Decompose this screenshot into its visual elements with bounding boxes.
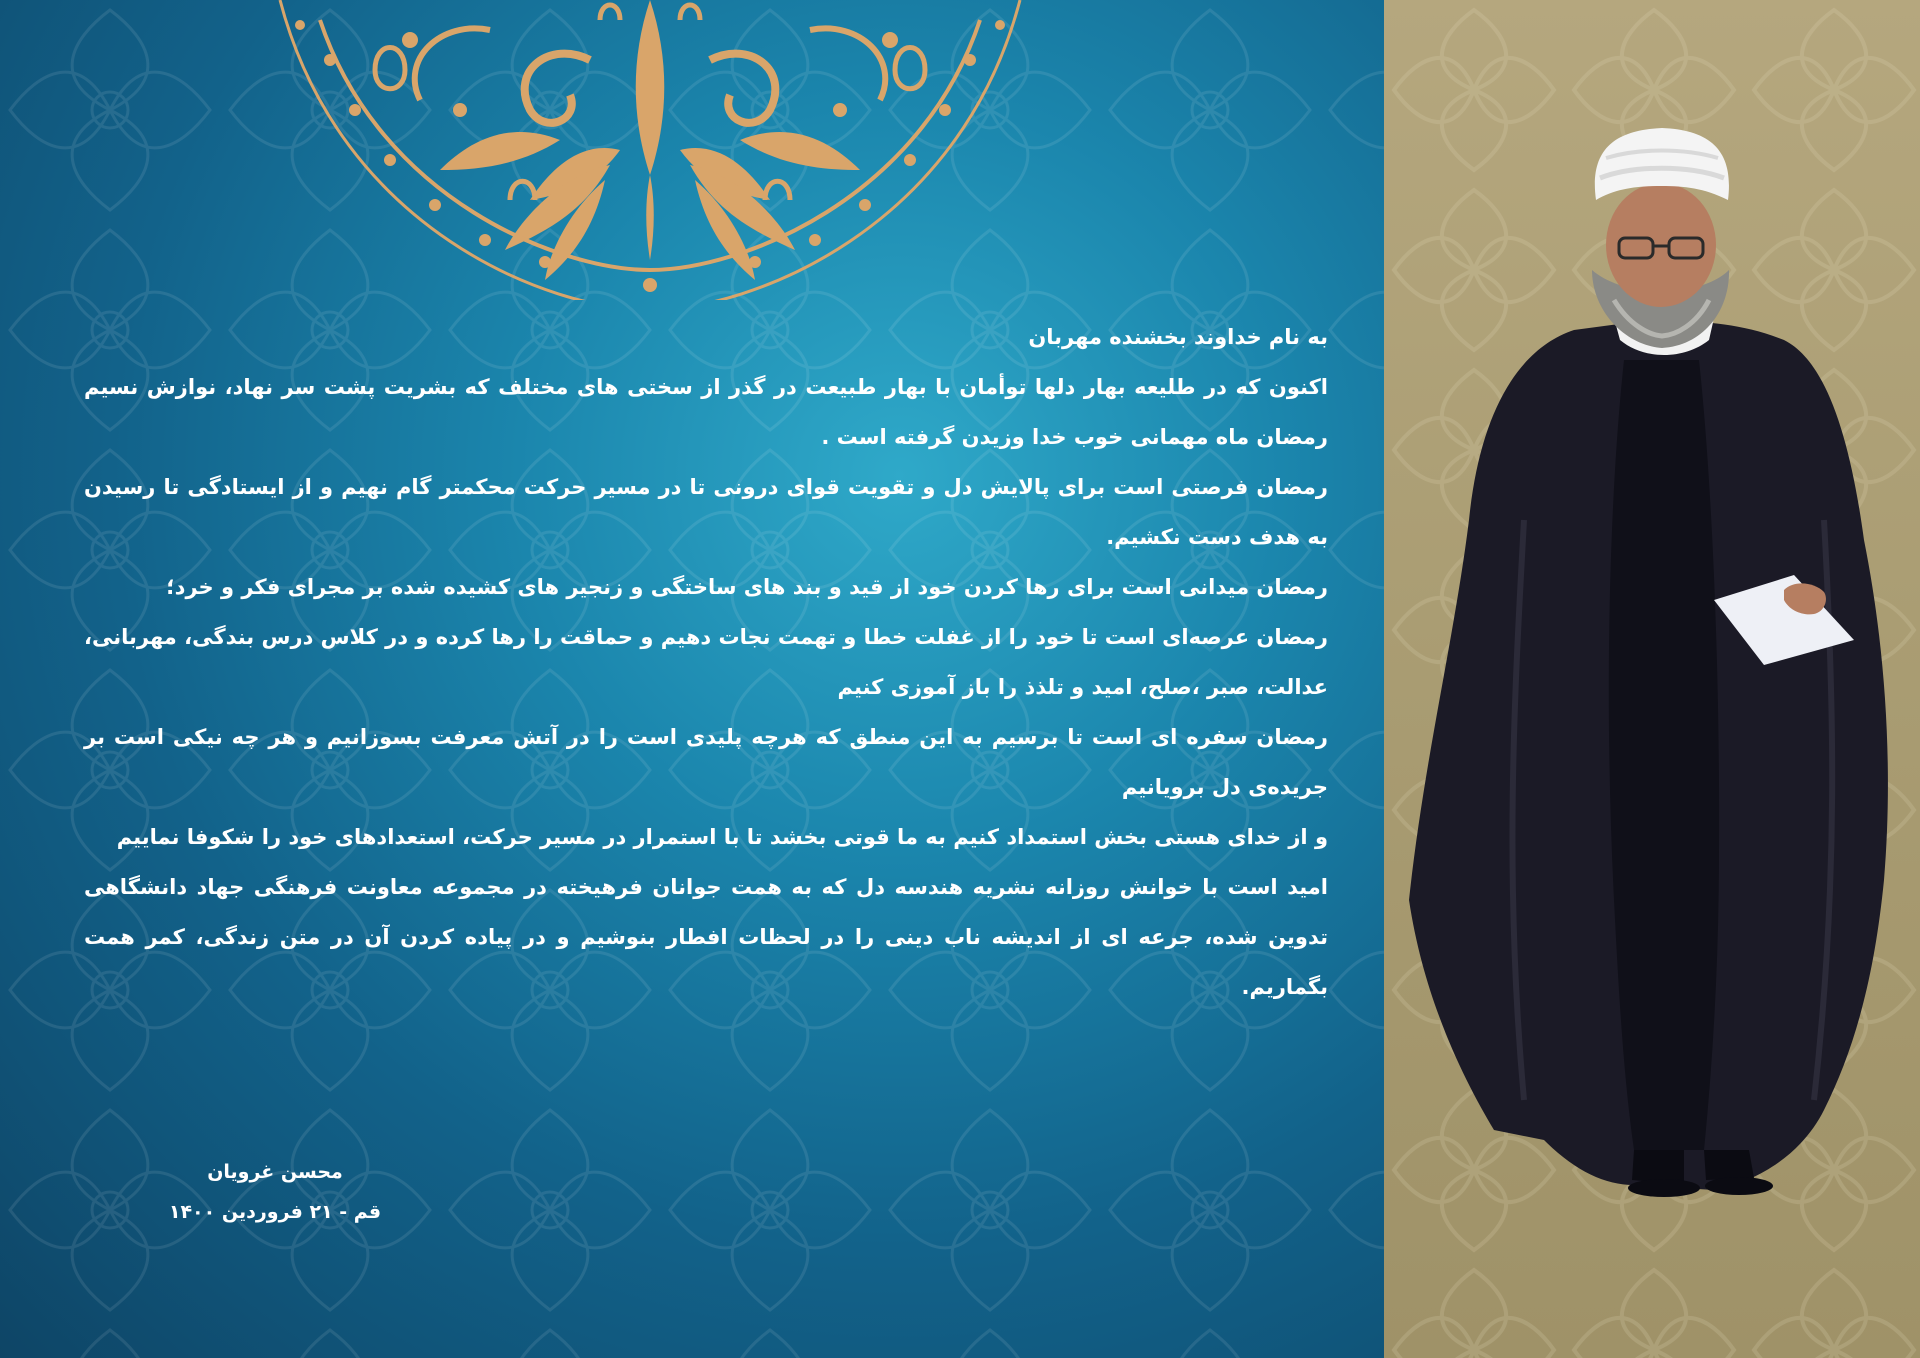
cleric-portrait-icon — [1384, 0, 1920, 1358]
signature-place-date: قم - ۲۱ فروردین ۱۴۰۰ — [168, 1201, 382, 1223]
mandala-ornament-icon — [260, 0, 1040, 300]
message-greeting: به نام خداوند بخشنده مهربان — [1028, 325, 1328, 349]
message-paragraph: رمضان میدانی است برای رها کردن خود از قید و بند های ساختگی و زنجیر های کشیده شده بر مجرای فکر و خرد؛ — [166, 575, 1328, 599]
message-paragraph: اکنون که در طلیعه بهار دلها توأمان با بهار طبیعت در گذر از سختی های مختلف که بشریت پشت سر نهاد، نوازش نسیم رمضان ماه مهمانی خوب خدا وزیدن گرفته است . — [84, 375, 1328, 449]
message-paragraph: رمضان فرصتی است برای پالایش دل و تقویت قوای درونی تا در مسیر حرکت محکمتر گام نهیم و از ایستادگی تا رسیدن به هدف دست نکشیم. — [84, 475, 1328, 549]
message-body — [84, 312, 1328, 1012]
message-paragraph: رمضان سفره ای است تا برسیم به این منطق که هرچه پلیدی است را در آتش معرفت بسوزانیم و هر چه نیکی است بر جریده‌ی دل برویانیم — [84, 725, 1328, 799]
signature-block — [150, 1152, 400, 1232]
message-paragraph: رمضان عرصه‌ای است تا خود را از غفلت خطا و تهمت نجات دهیم و حماقت را رها کرده و در کلاس درس بندگی، مهربانی، عدالت، صبر ،صلح، امید و تلذذ را باز آموزی کنیم — [84, 625, 1328, 699]
message-paragraph: امید است با خوانش روزانه نشریه هندسه دل که به همت جوانان فرهیخته در مجموعه معاونت فرهنگی جهاد دانشگاهی تدوین شده، جرعه ای از اندیشه ناب دینی را در لحظات افطار بنوشیم و در پیاده کردن آن در متن زندگی، کمر همت بگماریم. — [84, 875, 1328, 999]
message-paragraph: و از خدای هستی بخش استمداد کنیم به ما قوتی بخشد تا با استمرار در مسیر حرکت، استعدادهای خود را شکوفا نماییم — [116, 825, 1328, 849]
signature-name: محسن غرویان — [207, 1161, 343, 1183]
